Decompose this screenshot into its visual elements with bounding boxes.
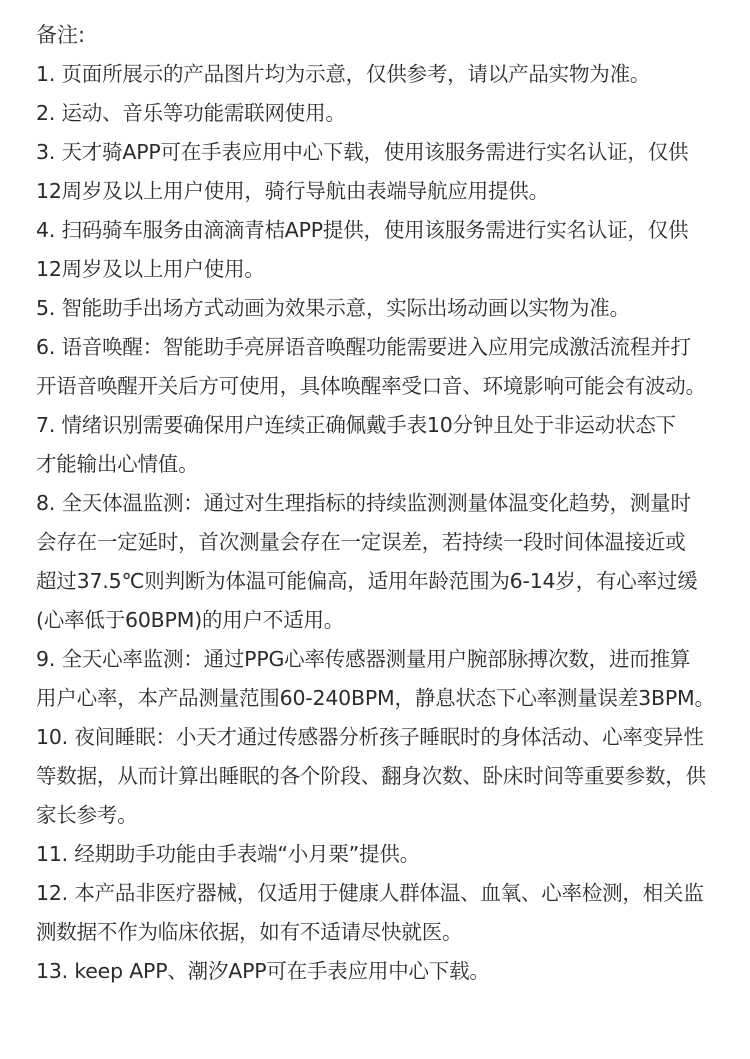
note-line: 测数据不作为临床依据，如有不适请尽快就医。 [36, 920, 463, 944]
note-line: 12周岁及以上用户使用。 [36, 257, 265, 281]
notes-list [36, 59, 736, 987]
note-line: 才能输出心情值。 [36, 452, 199, 476]
note-item-12 [36, 878, 736, 948]
note-line: 家长参考。 [36, 803, 138, 827]
notes-title: 备注: [36, 23, 86, 47]
note-line: 8. 全天体温监测：通过对生理指标的持续监测测量体温变化趋势，测量时 [36, 491, 691, 515]
note-item-6 [36, 332, 736, 402]
note-line: 2. 运动、音乐等功能需联网使用。 [36, 101, 346, 125]
note-item-4 [36, 215, 736, 285]
note-item-3 [36, 137, 736, 207]
note-line: 9. 全天心率监测：通过PPG心率传感器测量用户腕部脉搏次数，进而推算 [36, 647, 691, 671]
notes-section [36, 20, 736, 995]
note-line: 11. 经期助手功能由手表端“小月栗”提供。 [36, 842, 420, 866]
note-item-7 [36, 410, 736, 480]
note-item-2 [36, 98, 736, 129]
note-line: 12. 本产品非医疗器械，仅适用于健康人群体温、血氧、心率检测，相关监 [36, 881, 704, 905]
note-line: 超过37.5℃则判断为体温可能偏高，适用年龄范围为6-14岁，有心率过缓 [36, 569, 698, 593]
note-line: 1. 页面所展示的产品图片均为示意，仅供参考，请以产品实物为准。 [36, 62, 651, 86]
note-item-5 [36, 293, 736, 324]
note-item-9 [36, 644, 736, 714]
note-line: 会存在一定延时，首次测量会存在一定误差，若持续一段时间体温接近或 [36, 530, 686, 554]
note-line: 5. 智能助手出场方式动画为效果示意，实际出场动画以实物为准。 [36, 296, 630, 320]
note-line: 7. 情绪识别需要确保用户连续正确佩戴手表10分钟且处于非运动状态下 [36, 413, 676, 437]
note-item-13 [36, 956, 736, 987]
note-line: 13. keep APP、潮汐APP可在手表应用中心下载。 [36, 959, 490, 983]
note-line: 10. 夜间睡眠：小天才通过传感器分析孩子睡眠时的身体活动、心率变异性 [36, 725, 704, 749]
note-item-1 [36, 59, 736, 90]
note-line: 3. 天才骑APP可在手表应用中心下载，使用该服务需进行实名认证，仅供 [36, 140, 689, 164]
note-line: 开语音唤醒开关后方可使用，具体唤醒率受口音、环境影响可能会有波动。 [36, 374, 706, 398]
note-line: (心率低于60BPM)的用户不适用。 [36, 608, 345, 632]
note-item-8 [36, 488, 736, 636]
note-line: 等数据，从而计算出睡眠的各个阶段、翻身次数、卧床时间等重要参数，供 [36, 764, 706, 788]
note-line: 12周岁及以上用户使用，骑行导航由表端导航应用提供。 [36, 179, 549, 203]
note-line: 6. 语音唤醒：智能助手亮屏语音唤醒功能需要进入应用完成激活流程并打 [36, 335, 691, 359]
note-line: 4. 扫码骑车服务由滴滴青桔APP提供，使用该服务需进行实名认证，仅供 [36, 218, 689, 242]
note-line: 用户心率，本产品测量范围60-240BPM，静息状态下心率测量误差3BPM。 [36, 686, 715, 710]
note-item-11 [36, 839, 736, 870]
note-item-10 [36, 722, 736, 831]
